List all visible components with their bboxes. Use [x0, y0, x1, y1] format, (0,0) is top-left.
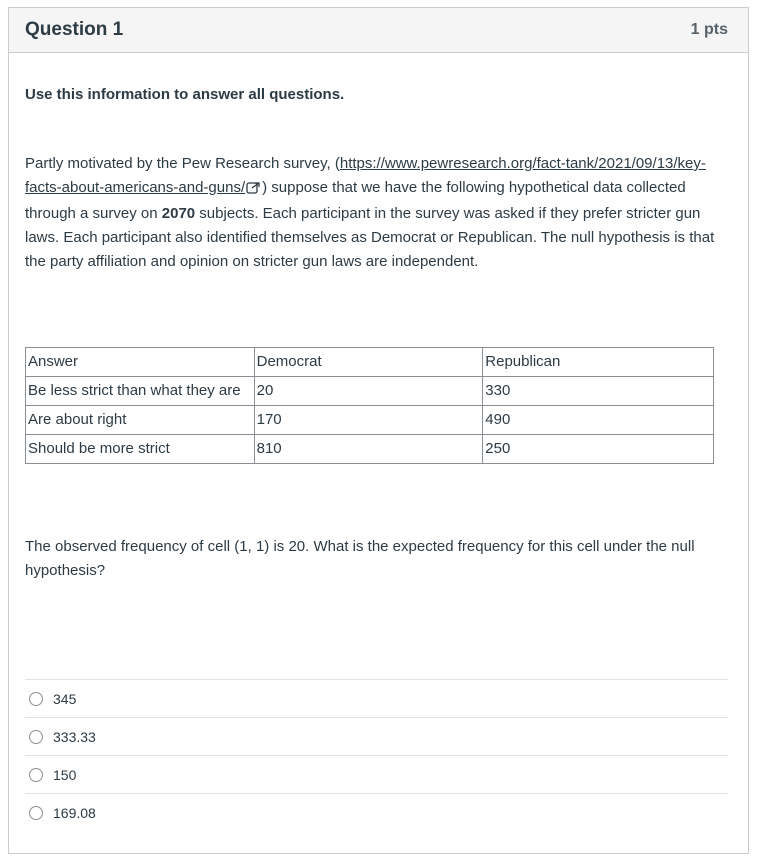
table-row	[26, 377, 714, 406]
answer-option[interactable]	[25, 717, 728, 755]
table-cell: Are about right	[26, 406, 255, 435]
table-header-cell: Democrat	[254, 348, 483, 377]
table-header-cell: Republican	[483, 348, 714, 377]
para-text-2: ) suppose that we have the following hypothetical data collected through a survey on	[25, 179, 686, 222]
radio-button[interactable]	[29, 768, 43, 782]
answer-label: 345	[53, 690, 77, 707]
table-cell: 810	[254, 435, 483, 464]
radio-button[interactable]	[29, 806, 43, 820]
question-title: Question 1	[25, 19, 124, 40]
para-text-3: subjects. Each participant in the survey was asked if they prefer stricter gun laws. Each participant also identified themselves as Democrat or Republican. The null hypothesis is that the party affiliation and opinion on stricter gun laws are independent.	[25, 205, 715, 270]
table-cell: 250	[483, 435, 714, 464]
answer-option[interactable]	[25, 679, 728, 717]
table-header-cell: Answer	[26, 348, 255, 377]
intro-text: Use this information to answer all questions.	[25, 86, 345, 103]
answer-option[interactable]	[25, 755, 728, 793]
para-text-1: Partly motivated by the Pew Research survey, (	[25, 155, 340, 172]
table-row	[26, 406, 714, 435]
radio-button[interactable]	[29, 730, 43, 744]
table-cell: Be less strict than what they are	[26, 377, 255, 406]
table-cell: Should be more strict	[26, 435, 255, 464]
answer-list	[25, 679, 728, 831]
answer-label: 169.08	[53, 804, 96, 821]
table-cell: 20	[254, 377, 483, 406]
answer-option[interactable]	[25, 793, 728, 831]
description-paragraph	[25, 152, 715, 274]
external-link-icon[interactable]	[246, 178, 261, 202]
table-row	[26, 435, 714, 464]
table-cell: 490	[483, 406, 714, 435]
question-text: The observed frequency of cell (1, 1) is 20. What is the expected frequency for this cell under the null hypothesis?	[25, 538, 695, 579]
pew-research-link[interactable]: https://www.pewresearch.org/fact-tank/2021/09/13/key-facts-about-americans-and-guns/	[25, 155, 706, 196]
table-cell: 330	[483, 377, 714, 406]
question-points: 1 pts	[690, 21, 728, 38]
subjects-count: 2070	[161, 205, 196, 222]
radio-button[interactable]	[29, 692, 43, 706]
answer-label: 150	[53, 766, 77, 783]
data-table	[25, 347, 714, 464]
question-header	[9, 8, 748, 53]
question-card	[8, 7, 749, 854]
table-header-row	[26, 348, 714, 377]
table-cell: 170	[254, 406, 483, 435]
answer-label: 333.33	[53, 728, 96, 745]
